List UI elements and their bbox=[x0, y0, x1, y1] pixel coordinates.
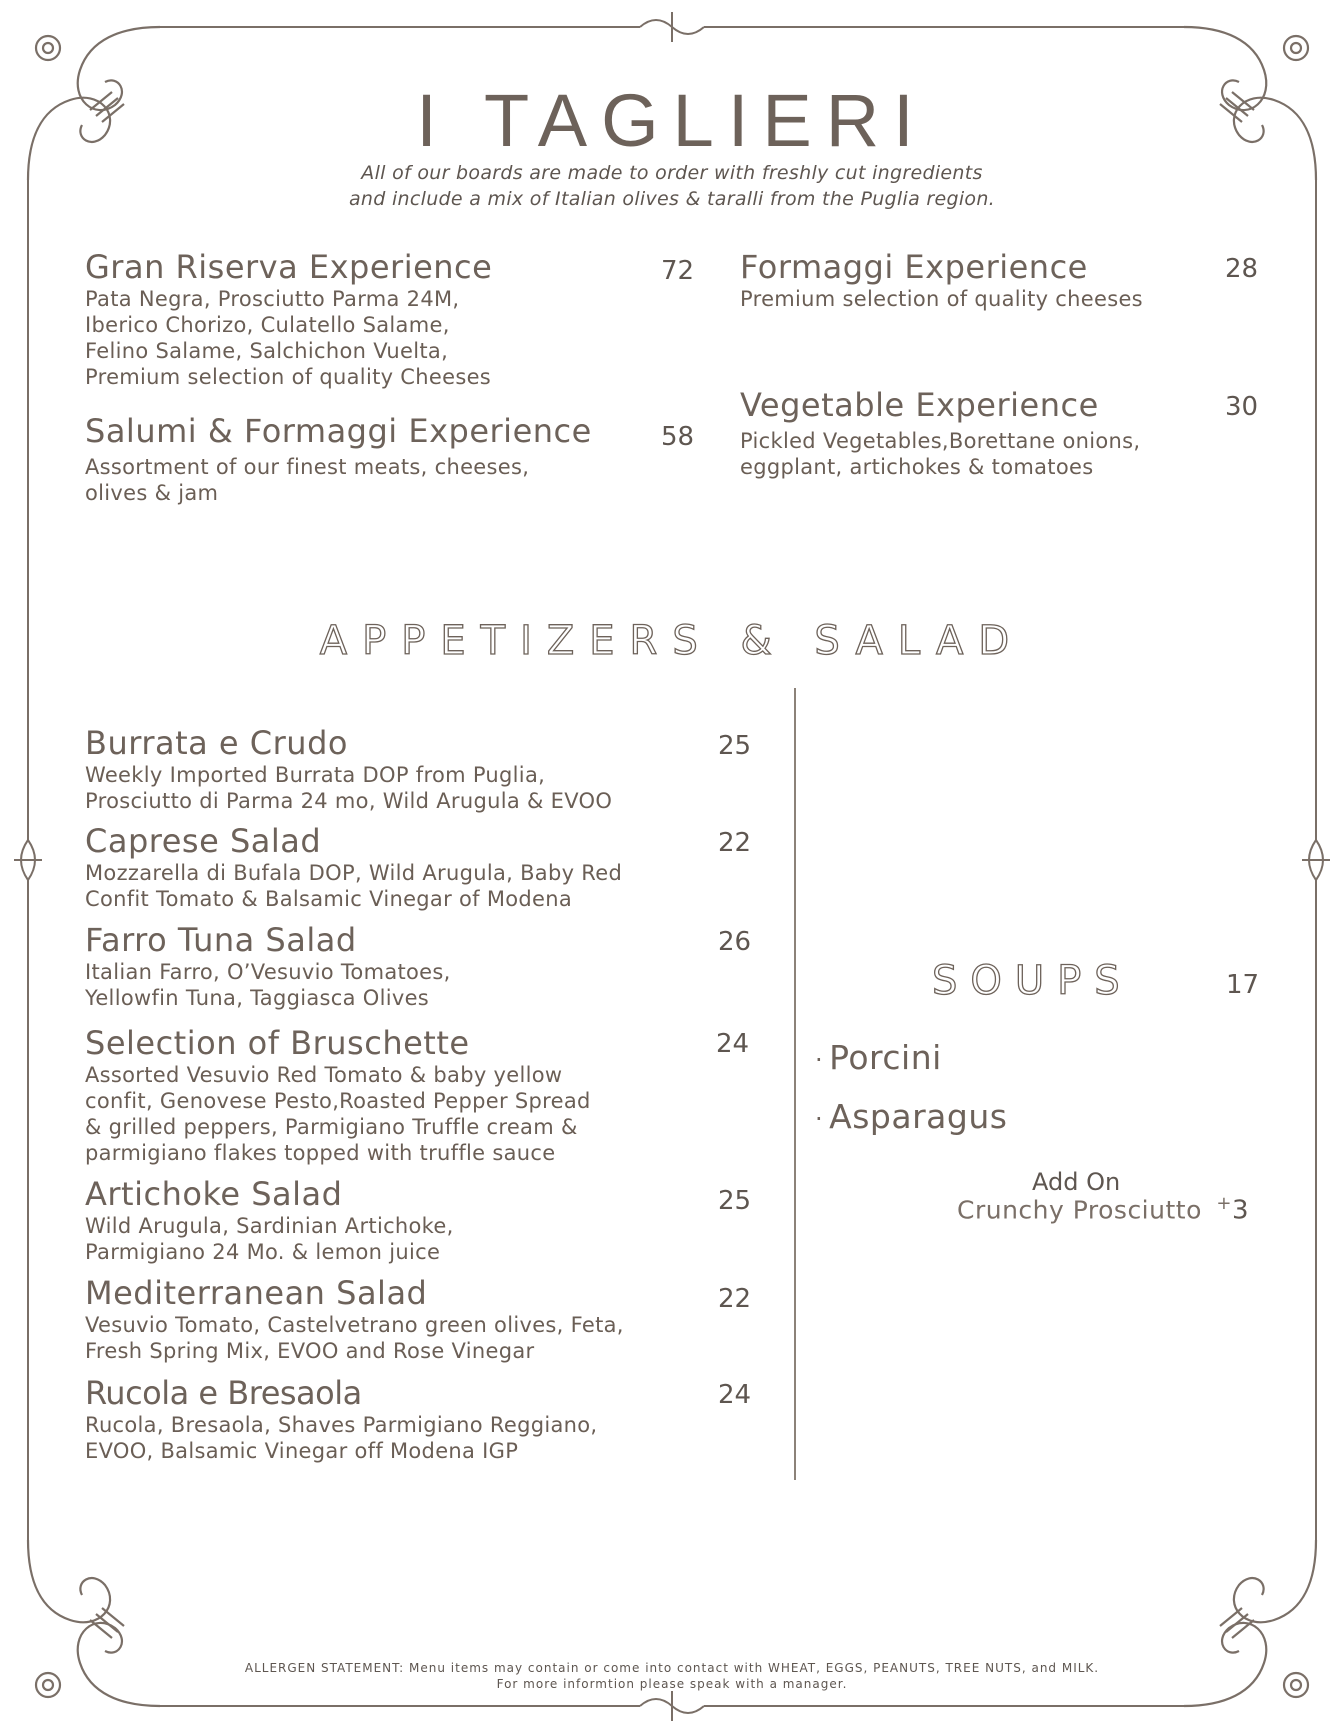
soups-price: 17 bbox=[1226, 970, 1260, 1000]
item-description bbox=[85, 762, 745, 814]
item-description bbox=[85, 286, 695, 390]
menu-item-mediterranean bbox=[85, 1274, 745, 1364]
item-description bbox=[85, 1062, 745, 1166]
item-price: 26 bbox=[718, 927, 752, 957]
item-price: 24 bbox=[716, 1029, 750, 1059]
menu-item-rucola-bresaola bbox=[85, 1374, 745, 1464]
desc-line: confit, Genovese Pesto,Roasted Pepper Spread bbox=[85, 1089, 591, 1113]
allergen-line: For more informtion please speak with a manager. bbox=[496, 1677, 848, 1691]
desc-line: & grilled peppers, Parmigiano Truffle cream & bbox=[85, 1115, 578, 1139]
item-name: Artichoke Salad bbox=[85, 1175, 343, 1213]
desc-line: Iberico Chorizo, Culatello Salame, bbox=[85, 313, 450, 337]
desc-line: Parmigiano 24 Mo. & lemon juice bbox=[85, 1240, 441, 1264]
column-divider bbox=[794, 688, 796, 1480]
item-price: 22 bbox=[718, 1284, 752, 1314]
allergen-statement bbox=[0, 1660, 1344, 1692]
desc-line: Wild Arugula, Sardinian Artichoke, bbox=[85, 1214, 454, 1238]
item-price: 72 bbox=[661, 256, 695, 286]
desc-line: Mozzarella di Bufala DOP, Wild Arugula, Baby Red bbox=[85, 861, 623, 885]
soup-name: Asparagus bbox=[829, 1097, 1008, 1136]
item-price: 25 bbox=[718, 731, 752, 761]
desc-line: Rucola, Bresaola, Shaves Parmigiano Reggiano, bbox=[85, 1413, 598, 1437]
desc-line: Felino Salame, Salchichon Vuelta, bbox=[85, 339, 449, 363]
page-subtitle bbox=[0, 160, 1344, 212]
desc-line: Premium selection of quality Cheeses bbox=[85, 365, 492, 389]
desc-line: Assortment of our finest meats, cheeses, bbox=[85, 455, 530, 479]
desc-line: Prosciutto di Parma 24 mo, Wild Arugula & EVOO bbox=[85, 789, 613, 813]
subtitle-line: and include a mix of Italian olives & taralli from the Puglia region. bbox=[348, 188, 996, 210]
item-price: 25 bbox=[718, 1186, 752, 1216]
desc-line: parmigiano flakes topped with truffle sauce bbox=[85, 1141, 556, 1165]
item-name: Farro Tuna Salad bbox=[85, 921, 357, 959]
menu-item-burrata bbox=[85, 724, 745, 814]
desc-line: eggplant, artichokes & tomatoes bbox=[740, 455, 1094, 479]
item-price: 24 bbox=[718, 1380, 752, 1410]
plus-icon: + bbox=[1216, 1193, 1232, 1214]
item-name: Gran Riserva Experience bbox=[85, 248, 493, 286]
desc-line: Pata Negra, Prosciutto Parma 24M, bbox=[85, 287, 460, 311]
addon-label: Add On bbox=[1032, 1168, 1121, 1196]
menu-item-farro-tuna bbox=[85, 921, 745, 1011]
section-heading-soups: SOUPS bbox=[932, 958, 1133, 1004]
addon-item-name: Crunchy Prosciutto bbox=[957, 1195, 1202, 1225]
soup-item bbox=[815, 1038, 942, 1077]
menu-item-bruschette bbox=[85, 1024, 745, 1166]
desc-line: Italian Farro, O’Vesuvio Tomatoes, bbox=[85, 960, 451, 984]
item-name: Rucola e Bresaola bbox=[85, 1374, 362, 1412]
desc-line: Assorted Vesuvio Red Tomato & baby yellow bbox=[85, 1063, 563, 1087]
menu-item-artichoke bbox=[85, 1175, 745, 1265]
desc-line: Confit Tomato & Balsamic Vinegar of Modena bbox=[85, 887, 573, 911]
item-description bbox=[85, 1312, 745, 1364]
soup-name: Porcini bbox=[829, 1038, 942, 1077]
page-title: I TAGLIERI bbox=[416, 79, 928, 162]
desc-line: Pickled Vegetables,Borettane onions, bbox=[740, 429, 1141, 453]
desc-line: Premium selection of quality cheeses bbox=[740, 287, 1143, 311]
item-price: 58 bbox=[661, 422, 695, 452]
allergen-line: ALLERGEN STATEMENT: Menu items may contain or come into contact with WHEAT, EGGS, PEANUTS, TREE NUTS, and MILK. bbox=[244, 1661, 1100, 1675]
item-name: Vegetable Experience bbox=[740, 386, 1099, 424]
addon-price: 3 bbox=[1231, 1195, 1249, 1226]
item-description bbox=[740, 428, 1240, 480]
item-name: Burrata e Crudo bbox=[85, 724, 348, 762]
item-name: Caprese Salad bbox=[85, 822, 322, 860]
desc-line: Weekly Imported Burrata DOP from Puglia, bbox=[85, 763, 546, 787]
item-name: Mediterranean Salad bbox=[85, 1274, 428, 1312]
soup-item bbox=[815, 1097, 1007, 1136]
section-heading-appetizers: APPETIZERS & SALAD bbox=[319, 618, 1025, 664]
desc-line: Fresh Spring Mix, EVOO and Rose Vinegar bbox=[85, 1339, 535, 1363]
item-description bbox=[85, 860, 745, 912]
menu-item-vegetable bbox=[740, 386, 1240, 480]
item-name: Salumi & Formaggi Experience bbox=[85, 412, 592, 450]
desc-line: EVOO, Balsamic Vinegar off Modena IGP bbox=[85, 1439, 519, 1463]
menu-item-salumi-formaggi bbox=[85, 412, 695, 506]
item-description bbox=[85, 454, 695, 506]
item-price: 22 bbox=[718, 828, 752, 858]
item-description bbox=[85, 1412, 745, 1464]
item-price: 28 bbox=[1225, 254, 1259, 284]
addon-item bbox=[957, 1193, 1249, 1225]
desc-line: Vesuvio Tomato, Castelvetrano green olives, Feta, bbox=[85, 1313, 624, 1337]
menu-item-formaggi bbox=[740, 248, 1240, 312]
item-description bbox=[85, 1213, 745, 1265]
desc-line: Yellowfin Tuna, Taggiasca Olives bbox=[85, 986, 430, 1010]
bullet-icon: · bbox=[815, 1045, 824, 1074]
item-name: Selection of Bruschette bbox=[85, 1024, 470, 1062]
item-name: Formaggi Experience bbox=[740, 248, 1088, 286]
desc-line: olives & jam bbox=[85, 481, 219, 505]
item-description bbox=[85, 959, 745, 1011]
subtitle-line: All of our boards are made to order with freshly cut ingredients bbox=[361, 162, 983, 184]
menu-item-caprese bbox=[85, 822, 745, 912]
menu-item-gran-riserva bbox=[85, 248, 695, 390]
item-price: 30 bbox=[1225, 392, 1259, 422]
bullet-icon: · bbox=[815, 1104, 824, 1133]
item-description bbox=[740, 286, 1240, 312]
